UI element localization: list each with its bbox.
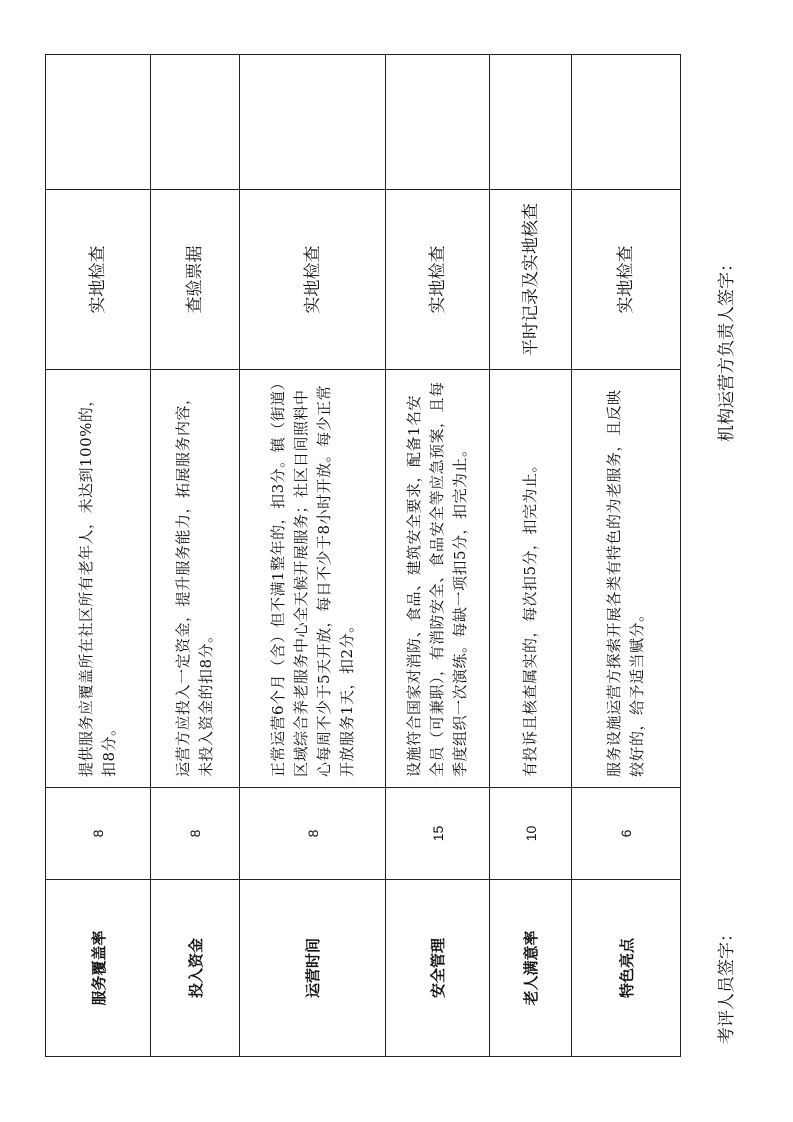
- item-score: 15: [386, 788, 490, 880]
- item-method: 平时记录及实地核查: [490, 190, 572, 370]
- blank-cell: [151, 55, 240, 190]
- item-method: 实地检查: [386, 190, 490, 370]
- item-score: 10: [490, 788, 572, 880]
- item-description: 服务设施运营方探索开展各类有特色的为老服务，且反映较好的，给予适当赋分。: [572, 370, 681, 788]
- table-row: [240, 55, 386, 1057]
- table-row: [386, 55, 490, 1057]
- item-score: 8: [46, 788, 151, 880]
- item-method: 实地检查: [46, 190, 151, 370]
- item-description: 运营方应投入一定资金，提升服务能力，拓展服务内容，未投入资金的扣8分。: [151, 370, 240, 788]
- item-method: 实地检查: [240, 190, 386, 370]
- item-description: 有投诉且核查属实的，每次扣5分，扣完为止。: [490, 370, 572, 788]
- item-name: 运营时间: [240, 880, 386, 1057]
- blank-cell: [46, 55, 151, 190]
- item-name: 投入资金: [151, 880, 240, 1057]
- item-description: 正常运营6个月（含）但不满1整年的，扣3分。镇（街道）区域综合养老服务中心全天候开展服务；社区日间照料中心每周不少于5天开放，每日不少于8小时开放。每少正常开放服务1天，扣2分。: [240, 370, 386, 788]
- item-name: 特色亮点: [572, 880, 681, 1057]
- evaluator-signature-label: 考评人员签字：: [717, 925, 737, 1044]
- item-score: 8: [151, 788, 240, 880]
- item-name: 服务覆盖率: [46, 880, 151, 1057]
- item-name: 安全管理: [386, 880, 490, 1057]
- item-method: 实地检查: [572, 190, 681, 370]
- blank-cell: [386, 55, 490, 190]
- item-description: 设施符合国家对消防、食品、建筑安全要求，配备1名安全员（可兼职），有消防安全、食品安全等应急预案，且每季度组织一次演练。每缺一项扣5分，扣完为止。: [386, 370, 490, 788]
- item-description: 提供服务应覆盖所在社区所有老年人，未达到100%的，扣8分。: [46, 370, 151, 788]
- item-score: 6: [572, 788, 681, 880]
- item-score: 8: [240, 788, 386, 880]
- blank-cell: [490, 55, 572, 190]
- table-row: [572, 55, 681, 1057]
- item-method: 查验票据: [151, 190, 240, 370]
- operator-signature-label: 机构运营方负责人签字：: [717, 255, 737, 442]
- table-row: [151, 55, 240, 1057]
- evaluation-table: [45, 54, 681, 1057]
- blank-cell: [240, 55, 386, 190]
- table-row: [46, 55, 151, 1057]
- table-row: [490, 55, 572, 1057]
- item-name: 老人满意率: [490, 880, 572, 1057]
- blank-cell: [572, 55, 681, 190]
